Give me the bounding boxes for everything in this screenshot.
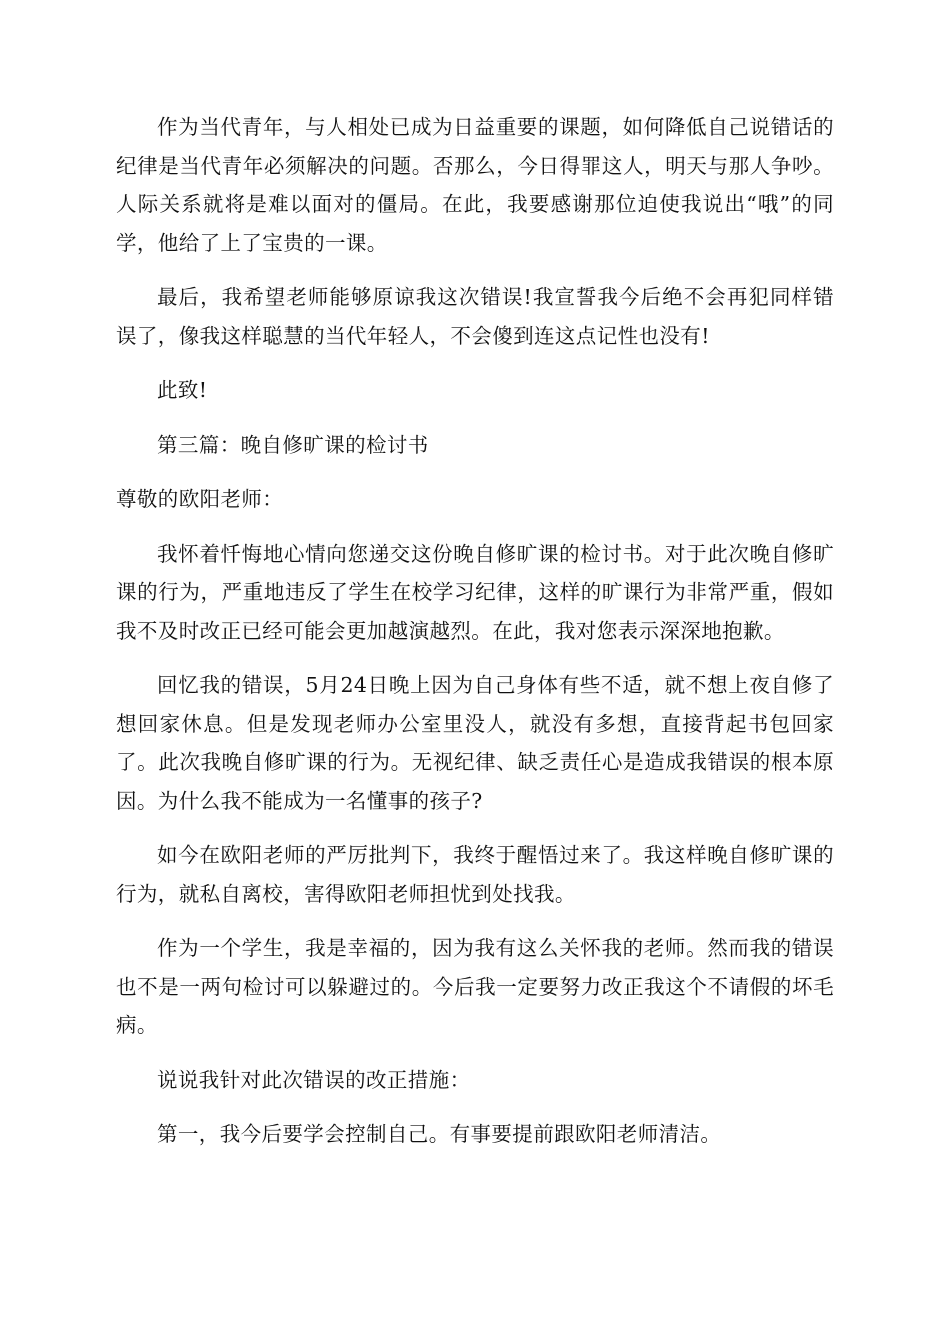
paragraph-8: 第一，我今后要学会控制自己。有事要提前跟欧阳老师清洁。 (157, 1122, 722, 1146)
closing-salutation: 此致! (157, 378, 208, 402)
paragraph-6: 作为一个学生，我是幸福的，因为我有这么关怀我的老师。然而我的错误也不是一两句检讨可以躲避过的。今后我一定要努力改正我这个不请假的坏毛病。 (116, 936, 834, 1037)
paragraph-2: 最后，我希望老师能够原谅我这次错误!我宣誓我今后绝不会再犯同样错误了，像我这样聪慧的当代年轻人，不会傻到连这点记性也没有! (116, 285, 834, 348)
section-title: 第三篇：晚自修旷课的检讨书 (157, 432, 429, 457)
paragraph-4: 回忆我的错误，5月24日晚上因为自己身体有些不适，就不想上夜自修了想回家休息。但是发现老师办公室里没人，就没有多想，直接背起书包回家了。此次我晚自修旷课的行为。无视纪律、缺乏责任心是造成我错误的根本原因。为什么我不能成为一名懂事的孩子? (116, 673, 834, 813)
greeting: 尊敬的欧阳老师： (116, 487, 284, 511)
paragraph-1: 作为当代青年，与人相处已成为日益重要的课题，如何降低自己说错话的纪律是当代青年必须解决的问题。否那么，今日得罪这人，明天与那人争吵。人际关系就将是难以面对的僵局。在此，我要感谢那位迫使我说出“哦”的同学，他给了上了宝贵的一课。 (116, 115, 834, 255)
paragraph-7: 说说我针对此次错误的改正措施： (157, 1067, 471, 1092)
paragraph-5: 如今在欧阳老师的严厉批判下，我终于醒悟过来了。我这样晚自修旷课的行为，就私自离校，害得欧阳老师担忧到处找我。 (116, 843, 834, 906)
paragraph-3: 我怀着忏悔地心情向您递交这份晚自修旷课的检讨书。对于此次晚自修旷课的行为，严重地违反了学生在校学习纪律，这样的旷课行为非常严重，假如我不及时改正已经可能会更加越演越烈。在此，我对您表示深深地抱歉。 (116, 541, 834, 643)
